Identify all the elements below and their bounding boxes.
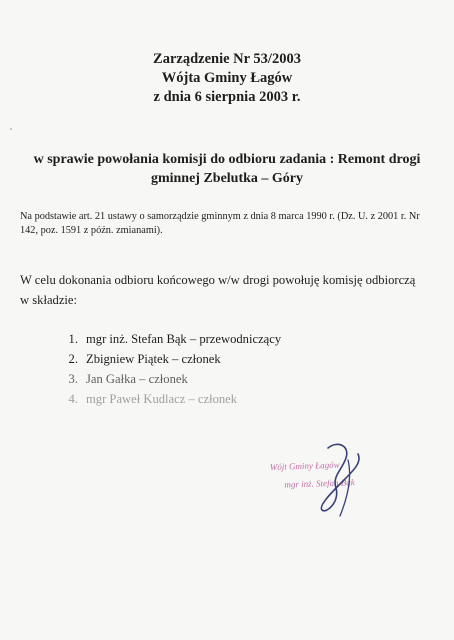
list-item-text: Zbigniew Piątek – członek: [86, 352, 221, 366]
issuer: Wójta Gminy Łagów: [161, 70, 293, 86]
list-item: [66, 349, 281, 369]
intro-paragraph: [20, 270, 440, 310]
list-item-number: 1.: [68, 332, 78, 346]
legal-basis-line-1: Na podstawie art. 21 ustawy o samorządzie gminnym z dnia 8 marca 1990 r. (Dz. U. z 2001 r. Nr: [20, 211, 420, 222]
document-subject: [20, 150, 434, 188]
intro-line-1: W celu dokonania odbioru końcowego w/w drogi powołuję komisję odbiorczą: [20, 273, 416, 287]
list-item-number: 4.: [68, 392, 78, 406]
subject-line-1: w sprawie powołania komisji do odbioru zadania : Remont drogi: [33, 152, 421, 167]
legal-basis-line-2: 142, poz. 1591 z późn. zmianami).: [20, 225, 163, 236]
handwritten-signature: [318, 440, 378, 520]
stamp-title: Wójt Gminy Łagów: [269, 459, 340, 473]
scan-speck: [10, 128, 12, 130]
subject-line-2: gminnej Zbelutka – Góry: [150, 171, 304, 186]
legal-basis: [20, 210, 434, 238]
stamp-name: mgr inż. Stefan Bąk: [284, 477, 355, 490]
order-number: Zarządzenie Nr 53/2003: [153, 51, 301, 67]
list-item: [66, 389, 281, 409]
list-item: [66, 329, 281, 349]
list-item-number: 3.: [68, 372, 78, 386]
list-item-text: Jan Gałka – członek: [86, 372, 188, 386]
list-item: [66, 369, 281, 389]
list-item-number: 2.: [68, 352, 78, 366]
list-item-text: mgr inż. Stefan Bąk – przewodniczący: [86, 332, 282, 346]
issue-date: z dnia 6 sierpnia 2003 r.: [153, 89, 301, 105]
list-item-text: mgr Paweł Kudlacz – członek: [86, 392, 238, 406]
intro-line-2: w składzie:: [20, 293, 78, 307]
commission-members-list: [66, 329, 281, 409]
document-header: [0, 50, 454, 107]
